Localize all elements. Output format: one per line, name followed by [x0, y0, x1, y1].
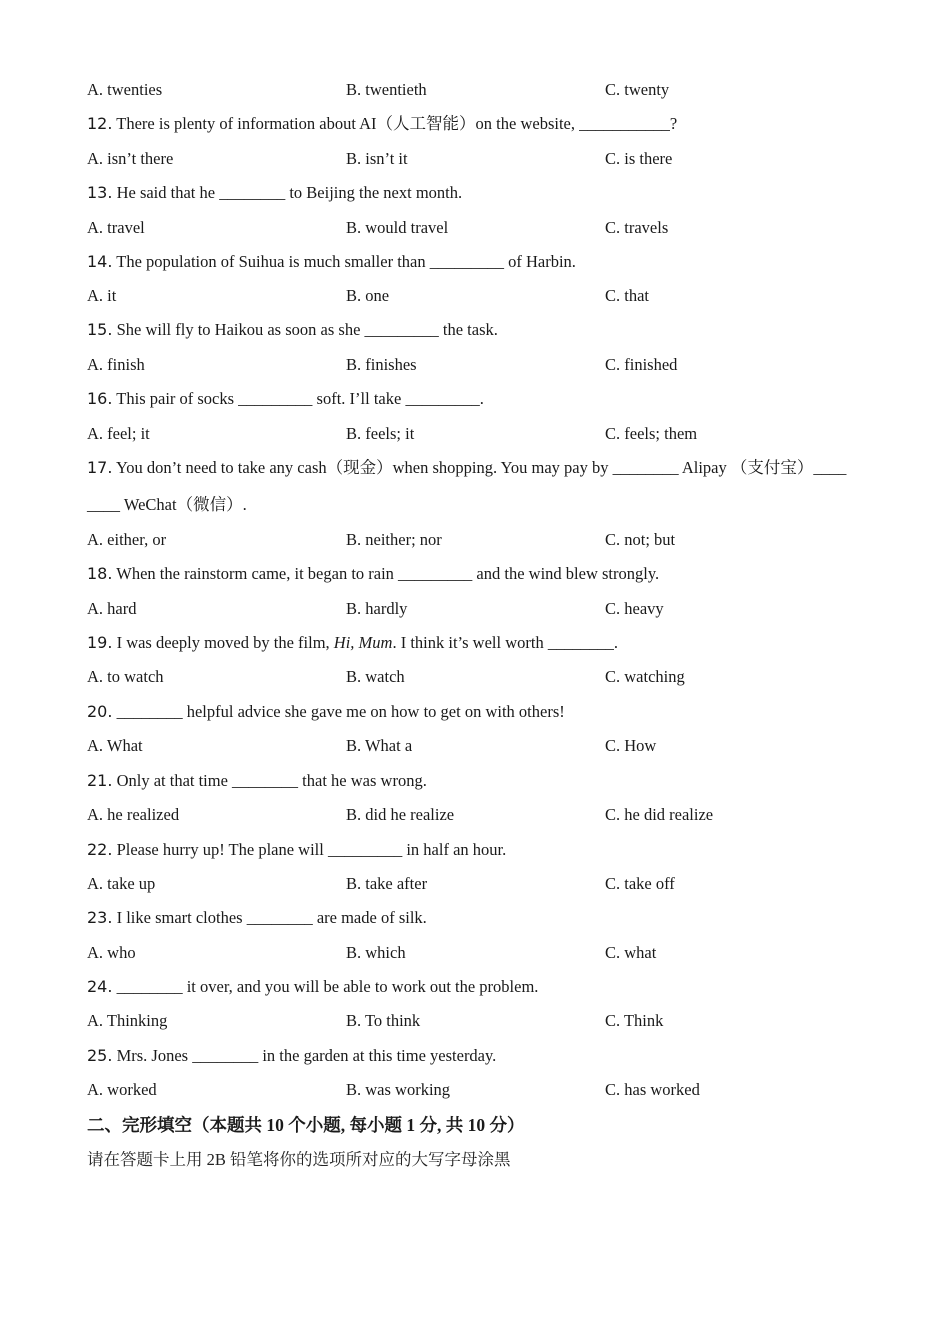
question-number: 14. [87, 252, 113, 271]
question-number: 13. [87, 183, 113, 202]
option-c: C. watching [605, 667, 685, 686]
option-b: B. neither; nor [346, 530, 442, 549]
option-c: C. is there [605, 149, 673, 168]
option-c: C. that [605, 286, 649, 305]
question-number: 12. [87, 114, 113, 133]
q11-options [87, 78, 887, 102]
film-title: Hi, Mum [333, 633, 393, 652]
section-title: 二、完形填空（本题共 10 个小题, 每小题 1 分, 共 10 分） [87, 1115, 525, 1135]
question-17-continued [87, 493, 877, 517]
option-c: C. Think [605, 1011, 664, 1030]
question-text: I like smart clothes ________ are made of silk. [116, 908, 427, 927]
option-a: A. he realized [87, 805, 180, 824]
q18-options [87, 597, 887, 621]
option-b: B. would travel [346, 218, 449, 237]
q13-options [87, 216, 887, 240]
question-text: He said that he ________ to Beijing the next month. [116, 183, 463, 202]
question-text-end: . I think it’s well worth ________. [392, 633, 618, 652]
question-22 [87, 838, 877, 862]
section-instruction: 请在答题卡上用 2B 铅笔将你的选项所对应的大写字母涂黑 [87, 1150, 511, 1169]
question-number: 17. [87, 458, 113, 477]
option-a: A. finish [87, 355, 145, 374]
option-b: B. finishes [346, 355, 417, 374]
option-c: C. twenty [605, 80, 670, 99]
question-number: 19. [87, 633, 113, 652]
option-a: A. either, or [87, 530, 167, 549]
option-b: B. watch [346, 667, 405, 686]
question-text: ________ it over, and you will be able to work out the problem. [116, 977, 539, 996]
option-c: C. what [605, 943, 657, 962]
question-13 [87, 181, 877, 205]
question-number: 21. [87, 771, 113, 790]
option-a: A. take up [87, 874, 156, 893]
question-text: The population of Suihua is much smaller than _________ of Harbin. [116, 252, 576, 271]
option-b: B. one [346, 286, 390, 305]
option-b: B. which [346, 943, 406, 962]
q17-options [87, 528, 887, 552]
q19-options [87, 665, 887, 689]
question-25 [87, 1044, 877, 1068]
option-c: C. he did realize [605, 805, 714, 824]
option-a: A. feel; it [87, 424, 150, 443]
option-a: A. to watch [87, 667, 164, 686]
question-number: 20. [87, 702, 113, 721]
question-23 [87, 906, 877, 930]
option-b: B. feels; it [346, 424, 415, 443]
question-19 [87, 631, 877, 655]
option-c: C. has worked [605, 1080, 700, 1099]
question-number: 18. [87, 564, 113, 583]
q15-options [87, 353, 887, 377]
option-c: C. feels; them [605, 424, 698, 443]
question-text: This pair of socks _________ soft. I’ll take _________. [116, 389, 484, 408]
option-b: B. did he realize [346, 805, 455, 824]
question-text-continued: ____ WeChat（微信）. [87, 495, 247, 514]
option-a: A. worked [87, 1080, 157, 1099]
option-c: C. travels [605, 218, 669, 237]
question-text: ________ helpful advice she gave me on how to get on with others! [116, 702, 565, 721]
option-c: C. heavy [605, 599, 664, 618]
option-a: A. isn’t there [87, 149, 174, 168]
question-18 [87, 562, 877, 586]
option-c: C. How [605, 736, 657, 755]
q21-options [87, 803, 887, 827]
question-text: Mrs. Jones ________ in the garden at this time yesterday. [116, 1046, 497, 1065]
question-text: She will fly to Haikou as soon as she _________ the task. [116, 320, 498, 339]
q22-options [87, 872, 887, 896]
option-a: A. What [87, 736, 143, 755]
option-c: C. take off [605, 874, 675, 893]
question-number: 15. [87, 320, 113, 339]
question-text: Only at that time ________ that he was wrong. [116, 771, 427, 790]
question-17 [87, 456, 877, 480]
question-24 [87, 975, 877, 999]
question-number: 22. [87, 840, 113, 859]
question-15 [87, 318, 877, 342]
option-a: A. it [87, 286, 117, 305]
option-b: B. twentieth [346, 80, 427, 99]
option-a: A. hard [87, 599, 137, 618]
question-21 [87, 769, 877, 793]
question-text: Please hurry up! The plane will _________ in half an hour. [116, 840, 507, 859]
option-b: B. To think [346, 1011, 421, 1030]
q20-options [87, 734, 887, 758]
option-a: A. Thinking [87, 1011, 168, 1030]
option-b: B. take after [346, 874, 428, 893]
option-b: B. hardly [346, 599, 408, 618]
question-14 [87, 250, 877, 274]
question-number: 24. [87, 977, 113, 996]
question-text: You don’t need to take any cash（现金）when shopping. You may pay by ________ Alipay （支付宝）____ [115, 458, 847, 477]
question-number: 23. [87, 908, 113, 927]
q24-options [87, 1009, 887, 1033]
option-b: B. was working [346, 1080, 451, 1099]
q12-options [87, 147, 887, 171]
option-b: B. isn’t it [346, 149, 408, 168]
option-b: B. What a [346, 736, 413, 755]
q23-options [87, 941, 887, 965]
question-number: 25. [87, 1046, 113, 1065]
question-number: 16. [87, 389, 113, 408]
question-20 [87, 700, 877, 724]
option-a: A. who [87, 943, 136, 962]
option-a: A. travel [87, 218, 145, 237]
q16-options [87, 422, 887, 446]
q14-options [87, 284, 887, 308]
question-text: There is plenty of information about AI（人工智能）on the website, ___________? [116, 114, 678, 133]
option-c: C. finished [605, 355, 678, 374]
question-text: When the rainstorm came, it began to rain _________ and the wind blew strongly. [116, 564, 660, 583]
question-text-start: I was deeply moved by the film, [116, 633, 334, 652]
question-12 [87, 112, 877, 136]
option-a: A. twenties [87, 80, 163, 99]
q25-options [87, 1078, 887, 1102]
question-16 [87, 387, 877, 411]
option-c: C. not; but [605, 530, 676, 549]
